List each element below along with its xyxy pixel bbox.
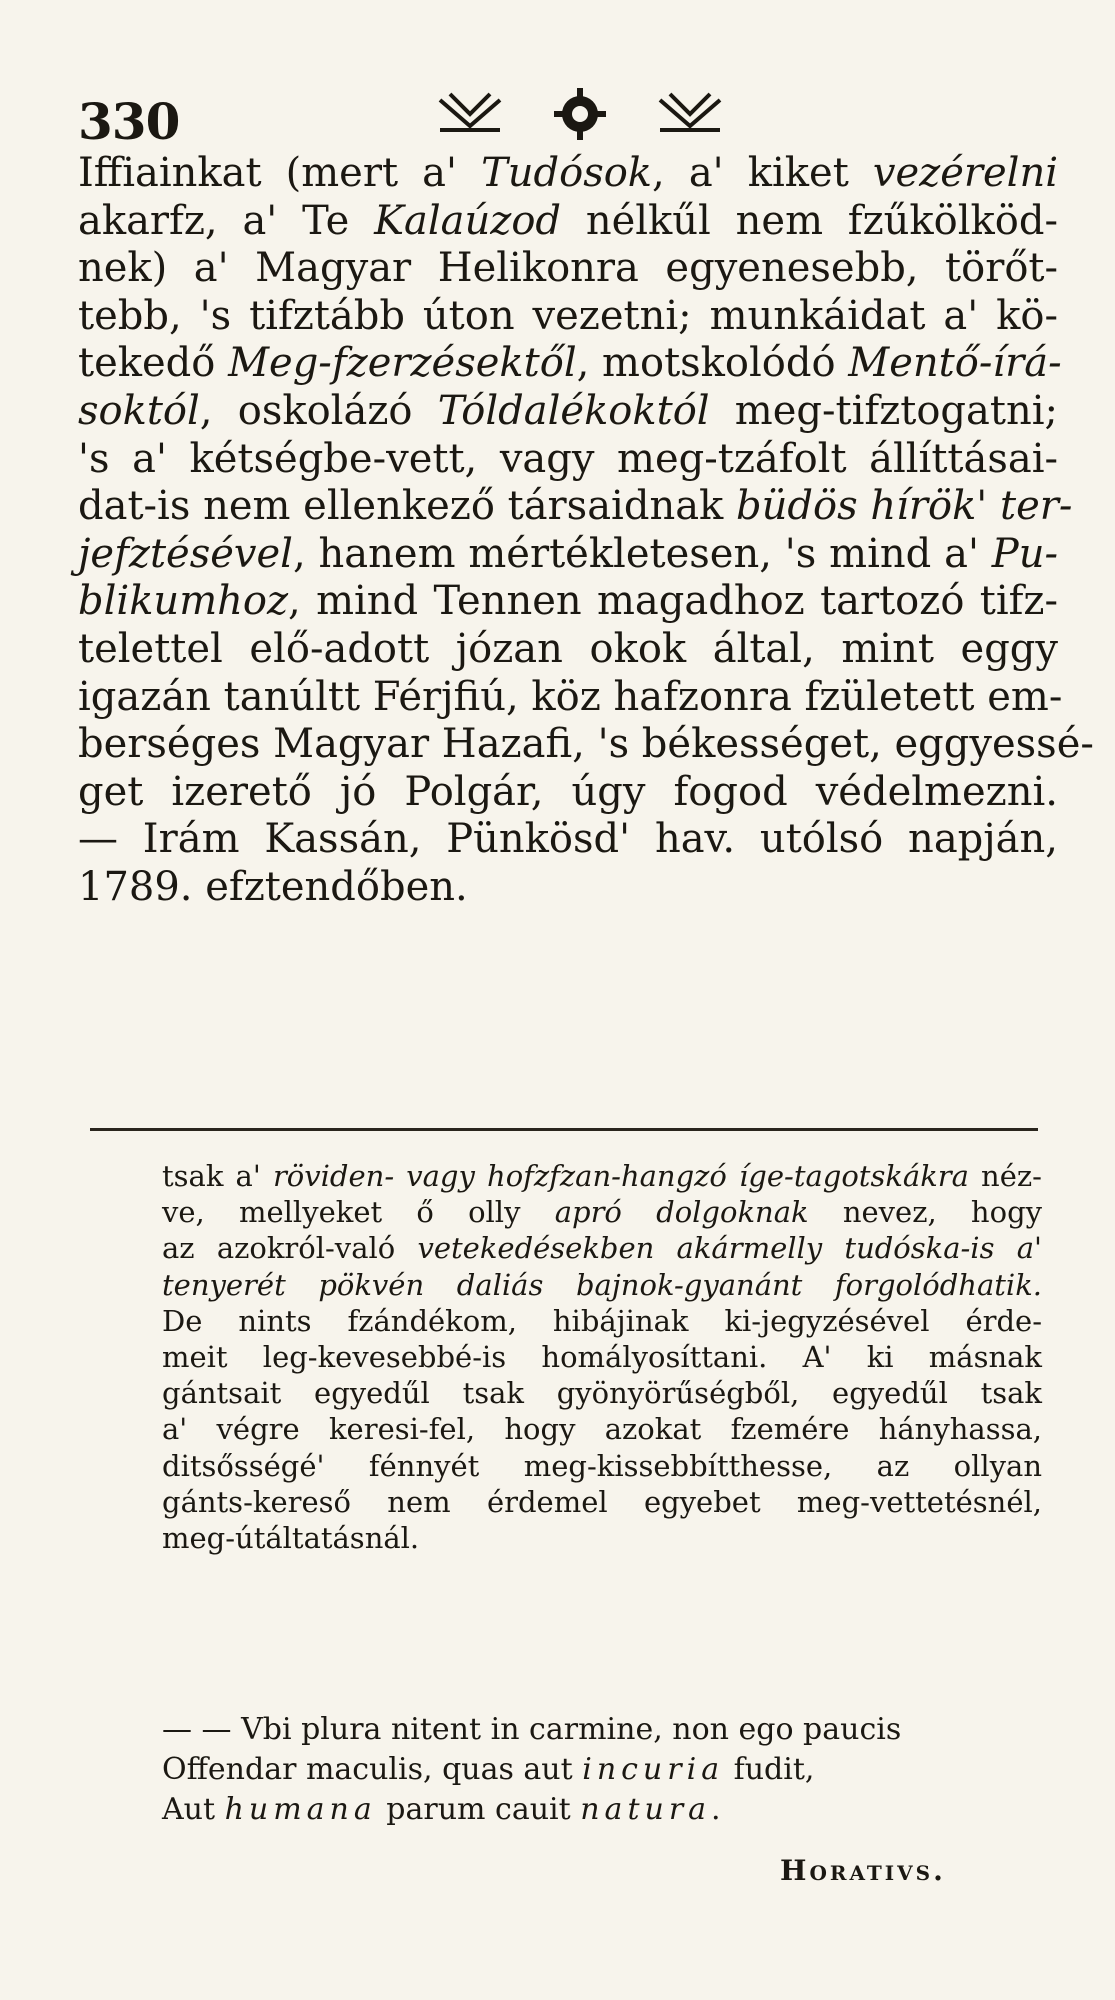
header-ornament	[430, 86, 730, 142]
text-line-segment: Pu-	[991, 530, 1058, 577]
main-text-body	[78, 150, 1094, 912]
footnote-line-segment: ditsősségé' fénnyét meg-kissebbítthesse, az ollyan	[162, 1448, 1042, 1483]
text-line	[78, 245, 1058, 293]
text-line	[78, 864, 1058, 912]
text-line-segment: Tóldalékoktól	[437, 387, 710, 434]
footnote-line	[162, 1194, 1042, 1230]
verse-line-segment: — — Vbi plura nitent in carmine, non ego paucis	[162, 1712, 902, 1747]
text-line-segment: tekedő	[78, 340, 229, 387]
text-line-segment: dat-is nem ellenkező társaidnak	[78, 483, 737, 530]
text-line-segment: soktól	[78, 387, 200, 434]
text-line-segment: 1789. efztendőben.	[78, 863, 468, 910]
text-line-segment: , a' kiket	[652, 150, 873, 196]
footnote-line	[162, 1339, 1042, 1375]
verse-line	[162, 1790, 1042, 1830]
text-line-segment: Kalaúzod	[374, 197, 562, 244]
text-line	[78, 721, 1094, 769]
footnote-line	[162, 1375, 1042, 1411]
text-line	[78, 816, 1058, 864]
text-line	[78, 150, 1058, 198]
verse-line	[162, 1710, 1042, 1750]
footnote-line	[162, 1230, 1042, 1266]
text-line	[78, 673, 1063, 722]
footnote-line-segment: apró dolgoknak	[554, 1195, 809, 1230]
text-line-segment: igazán tanúltt Férjfiú, köz hafzonra fzületett em-	[78, 673, 1063, 720]
text-line-segment: Iffiainkat (mert a'	[78, 150, 482, 196]
verse-line	[162, 1750, 1042, 1790]
footnote-line-segment: tenyerét pökvén daliás bajnok-gyanánt forgolódhatik.	[162, 1267, 1042, 1302]
footnote-line-segment: néz-	[968, 1159, 1042, 1193]
text-line-segment: , oskolázó	[199, 387, 438, 434]
text-line-segment: 's a' kétségbe-vett, vagy meg-tzáfolt állíttásai-	[78, 435, 1058, 482]
verse-line-segment: Offendar maculis, quas aut	[162, 1752, 583, 1787]
footnote-line-segment: vetekedésekben akármelly tudóska-is a'	[417, 1231, 1042, 1266]
footnote-line-segment: meg-útáltatásnál.	[162, 1520, 420, 1555]
text-line-segment: büdös hírök' ter-	[736, 483, 1073, 530]
text-line	[78, 293, 1058, 341]
text-line	[78, 769, 1058, 817]
verse-line-segment: natura	[580, 1792, 712, 1827]
footnote-line-segment: tsak a'	[162, 1159, 273, 1193]
footnote-divider	[90, 1128, 1038, 1131]
footnote-line-segment: ve, mellyeket ő olly	[162, 1195, 555, 1230]
verse-line-segment: parum cauit	[376, 1792, 581, 1827]
text-line	[78, 436, 1058, 484]
footnote-line	[162, 1448, 1042, 1484]
text-line-segment: vezérelni	[872, 150, 1059, 196]
verse-quotation	[162, 1710, 1042, 1830]
text-line-segment: Mentő-írá-	[848, 340, 1062, 387]
text-line	[78, 626, 1058, 674]
footnote-line	[162, 1267, 1042, 1303]
text-line	[78, 198, 1058, 246]
footnote-line	[162, 1158, 1042, 1194]
footnote-line-segment: gánts-kereső nem érdemel egyebet meg-vettetésnél,	[162, 1484, 1042, 1519]
text-line	[78, 340, 1062, 388]
text-line-segment: Tudósok	[481, 150, 653, 196]
text-line	[78, 578, 1058, 626]
footnote-line-segment: gántsait egyedűl tsak gyönyörűségből, egyedűl tsak	[162, 1376, 1042, 1411]
verse-attribution: Horativs.	[780, 1854, 946, 1887]
footnote-line	[162, 1520, 1042, 1556]
text-line-segment: , hanem mértékletesen, 's mind a'	[292, 530, 992, 577]
footnote-line-segment: meit leg-kevesebbé-is homályosíttani. A' ki másnak	[162, 1339, 1042, 1374]
footnote-text	[162, 1158, 1042, 1556]
verse-line-segment: fudit,	[724, 1752, 815, 1787]
text-line-segment: Meg-fzerzésektől	[228, 340, 577, 387]
text-line-segment: jefztésével	[78, 530, 293, 577]
text-line-segment: akarfz, a' Te	[78, 197, 375, 244]
footnote-line	[162, 1411, 1042, 1447]
verse-line-segment: incuria	[582, 1752, 725, 1787]
footnote-line-segment: De nints fzándékom, hibájinak ki-jegyzésével érde-	[162, 1303, 1042, 1338]
footnote-line-segment: nevez, hogy	[808, 1195, 1043, 1230]
text-line-segment: nek) a' Magyar Helikonra egyenesebb, törőt-	[78, 245, 1058, 292]
text-line-segment: , motskolódó	[576, 340, 849, 387]
text-line	[78, 531, 1058, 579]
footnote-line	[162, 1303, 1042, 1339]
text-line-segment: telettel elő-adott józan okok által, mint eggy	[78, 625, 1058, 672]
footnote-line-segment: az azokról-való	[162, 1231, 418, 1266]
text-line-segment: blikumhoz	[78, 578, 289, 625]
verse-line-segment: humana	[224, 1792, 377, 1827]
verse-line-segment: Aut	[162, 1792, 225, 1827]
text-line	[78, 388, 1058, 436]
text-line-segment: meg-tifztogatni;	[709, 387, 1058, 434]
footnote-line	[162, 1484, 1042, 1520]
text-line-segment: tebb, 's tifztább úton vezetni; munkáidat a' kö-	[78, 292, 1058, 339]
text-line-segment: berséges Magyar Hazafi, 's békességet, eggyessé-	[78, 721, 1094, 768]
text-line-segment: nélkűl nem fzűkölköd-	[561, 197, 1058, 244]
page-number: 330	[78, 92, 180, 151]
footnote-line-segment: röviden- vagy hofzfzan-hangzó íge-tagotskákra	[272, 1159, 969, 1193]
text-line-segment: , mind Tennen magadhoz tartozó tifz-	[288, 578, 1058, 625]
text-line-segment: — Irám Kassán, Pünkösd' hav. utólsó napján,	[78, 816, 1058, 863]
footnote-line-segment: a' végre keresi-fel, hogy azokat fzemére hányhassa,	[162, 1412, 1042, 1447]
verse-line-segment: .	[711, 1792, 721, 1827]
text-line-segment: get izerető jó Polgár, úgy fogod védelmezni.	[78, 768, 1058, 815]
text-line	[78, 483, 1073, 531]
